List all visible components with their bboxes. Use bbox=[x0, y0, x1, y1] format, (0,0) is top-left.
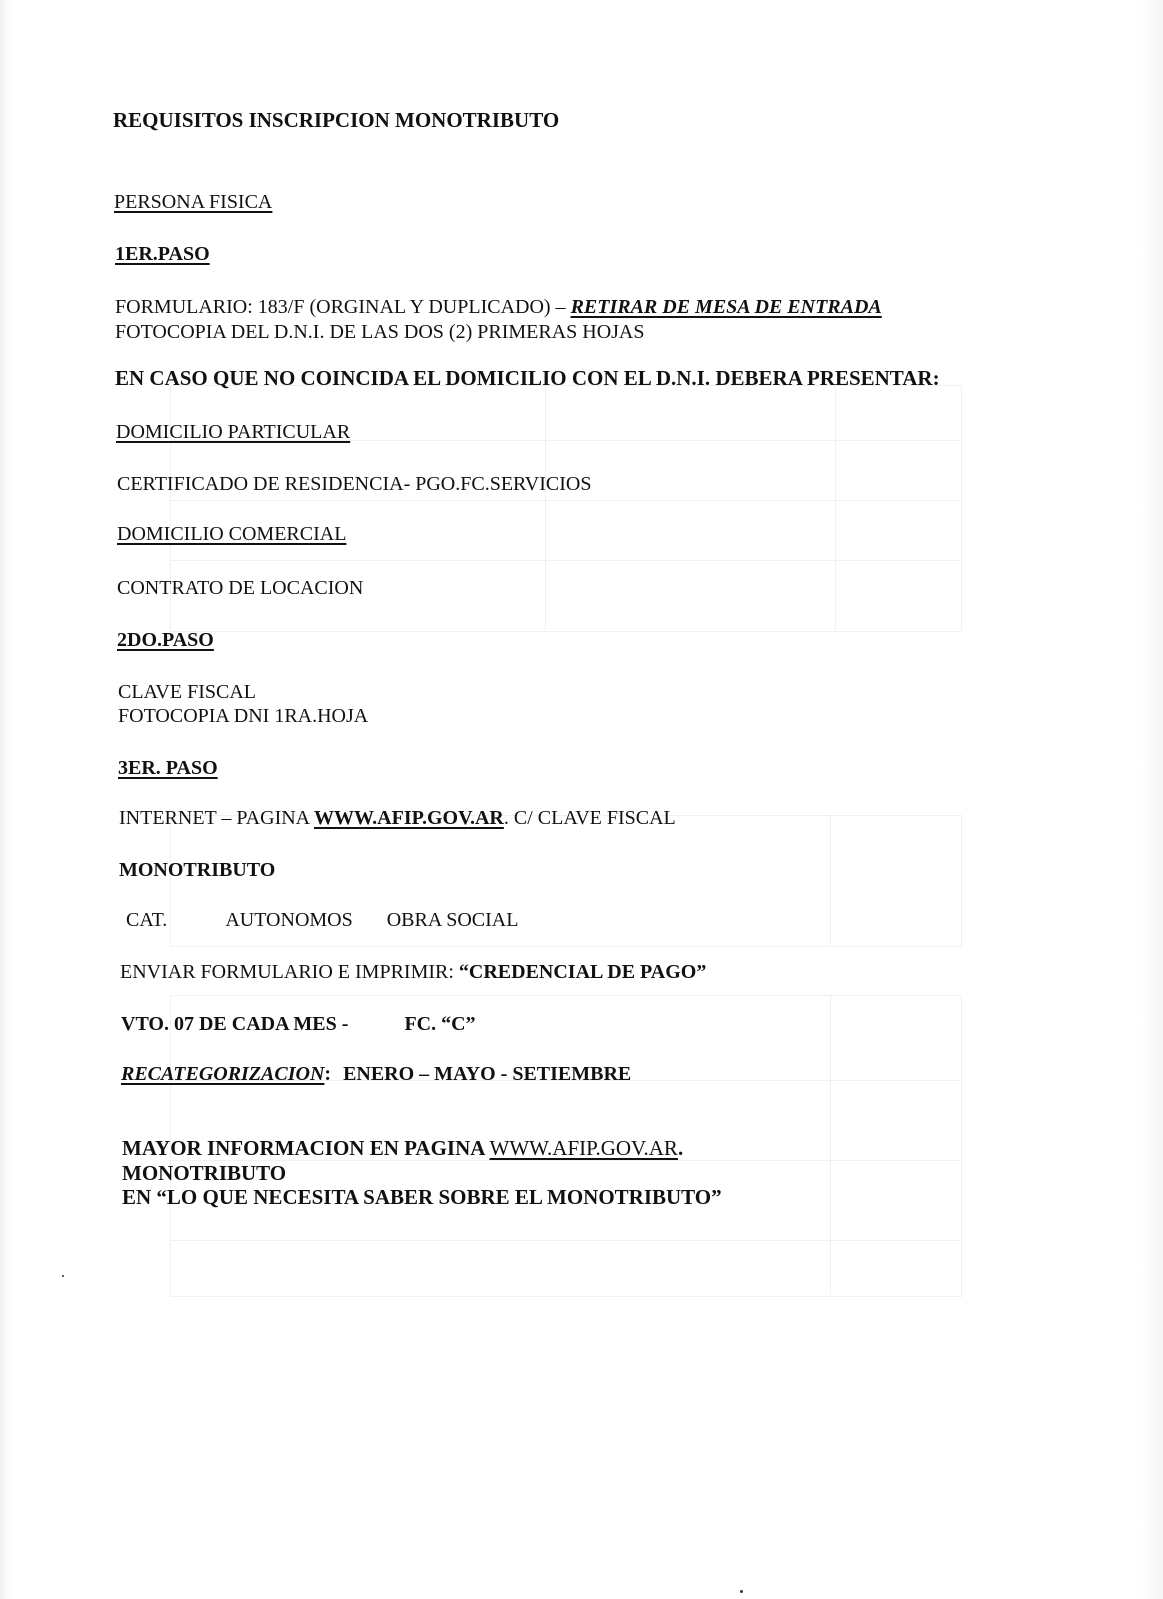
ghost-rule bbox=[835, 385, 836, 630]
scan-speck bbox=[62, 1275, 64, 1277]
monotributo-info-line: MONOTRIBUTO bbox=[122, 1161, 287, 1185]
factura-c-text: FC. “C” bbox=[404, 1013, 476, 1035]
formulario-line bbox=[115, 295, 882, 319]
ghost-rule bbox=[170, 500, 960, 501]
ghost-rule bbox=[170, 560, 960, 561]
necesita-saber-line: EN “LO QUE NECESITA SABER SOBRE EL MONOTRIBUTO” bbox=[122, 1185, 722, 1209]
autonomos-label: AUTONOMOS bbox=[225, 909, 353, 931]
recategorizacion-line bbox=[121, 1062, 631, 1086]
credencial-pago: “CREDENCIAL DE PAGO” bbox=[458, 961, 707, 983]
ghost-rule bbox=[830, 815, 831, 945]
contrato-locacion-line: CONTRATO DE LOCACION bbox=[117, 577, 364, 599]
certificado-residencia-line: CERTIFICADO DE RESIDENCIA- PGO.FC.SERVICIOS bbox=[117, 473, 592, 495]
enviar-text: ENVIAR FORMULARIO E IMPRIMIR: bbox=[120, 961, 459, 983]
internet-line bbox=[119, 806, 676, 830]
cat-label: CAT. bbox=[126, 909, 168, 931]
paso2-heading: 2DO.PASO bbox=[117, 629, 214, 651]
enviar-formulario-line bbox=[120, 960, 706, 984]
vto-text: VTO. 07 DE CADA MES - bbox=[121, 1013, 349, 1035]
internet-suffix: . C/ CLAVE FISCAL bbox=[503, 807, 676, 829]
retirar-mesa-entrada: RETIRAR DE MESA DE ENTRADA bbox=[570, 296, 882, 318]
monotributo-heading: MONOTRIBUTO bbox=[119, 859, 276, 881]
paso3-heading: 3ER. PASO bbox=[118, 757, 218, 779]
formulario-text: FORMULARIO: 183/F (ORGINAL Y DUPLICADO) – bbox=[115, 296, 571, 318]
afip-link[interactable]: WWW.AFIP.GOV.AR bbox=[314, 807, 504, 829]
mayor-informacion-suffix: . bbox=[677, 1136, 684, 1160]
fotocopia-dni-1ra-line: FOTOCOPIA DNI 1RA.HOJA bbox=[118, 705, 369, 727]
recategorizacion-label: RECATEGORIZACION bbox=[121, 1063, 325, 1085]
scan-speck bbox=[740, 1590, 743, 1593]
categories-line bbox=[126, 908, 518, 932]
domicilio-comercial-heading: DOMICILIO COMERCIAL bbox=[117, 523, 347, 545]
fotocopia-dni-line: FOTOCOPIA DEL D.N.I. DE LAS DOS (2) PRIMERAS HOJAS bbox=[115, 321, 645, 343]
domicilio-warning: EN CASO QUE NO COINCIDA EL DOMICILIO CON EL D.N.I. DEBERA PRESENTAR: bbox=[115, 366, 940, 390]
recategorizacion-colon: : bbox=[324, 1063, 332, 1085]
ghost-rule bbox=[170, 1160, 960, 1161]
mayor-informacion-line bbox=[122, 1136, 683, 1160]
persona-fisica-heading: PERSONA FISICA bbox=[114, 191, 273, 213]
ghost-rule bbox=[830, 995, 831, 1295]
afip-link-info[interactable]: WWW.AFIP.GOV.AR bbox=[489, 1136, 678, 1160]
document-title: REQUISITOS INSCRIPCION MONOTRIBUTO bbox=[113, 108, 560, 132]
paso1-heading: 1ER.PASO bbox=[115, 243, 210, 265]
internet-text: INTERNET – PAGINA bbox=[119, 807, 315, 829]
recategorizacion-months: ENERO – MAYO - SETIEMBRE bbox=[343, 1063, 632, 1085]
ghost-rule bbox=[170, 1240, 960, 1241]
domicilio-particular-heading: DOMICILIO PARTICULAR bbox=[116, 421, 351, 443]
ghost-rule bbox=[545, 385, 546, 630]
vencimiento-line bbox=[121, 1012, 476, 1036]
mayor-informacion-text: MAYOR INFORMACION EN PAGINA bbox=[122, 1136, 490, 1160]
obra-social-label: OBRA SOCIAL bbox=[386, 909, 519, 931]
clave-fiscal-line: CLAVE FISCAL bbox=[118, 681, 256, 703]
